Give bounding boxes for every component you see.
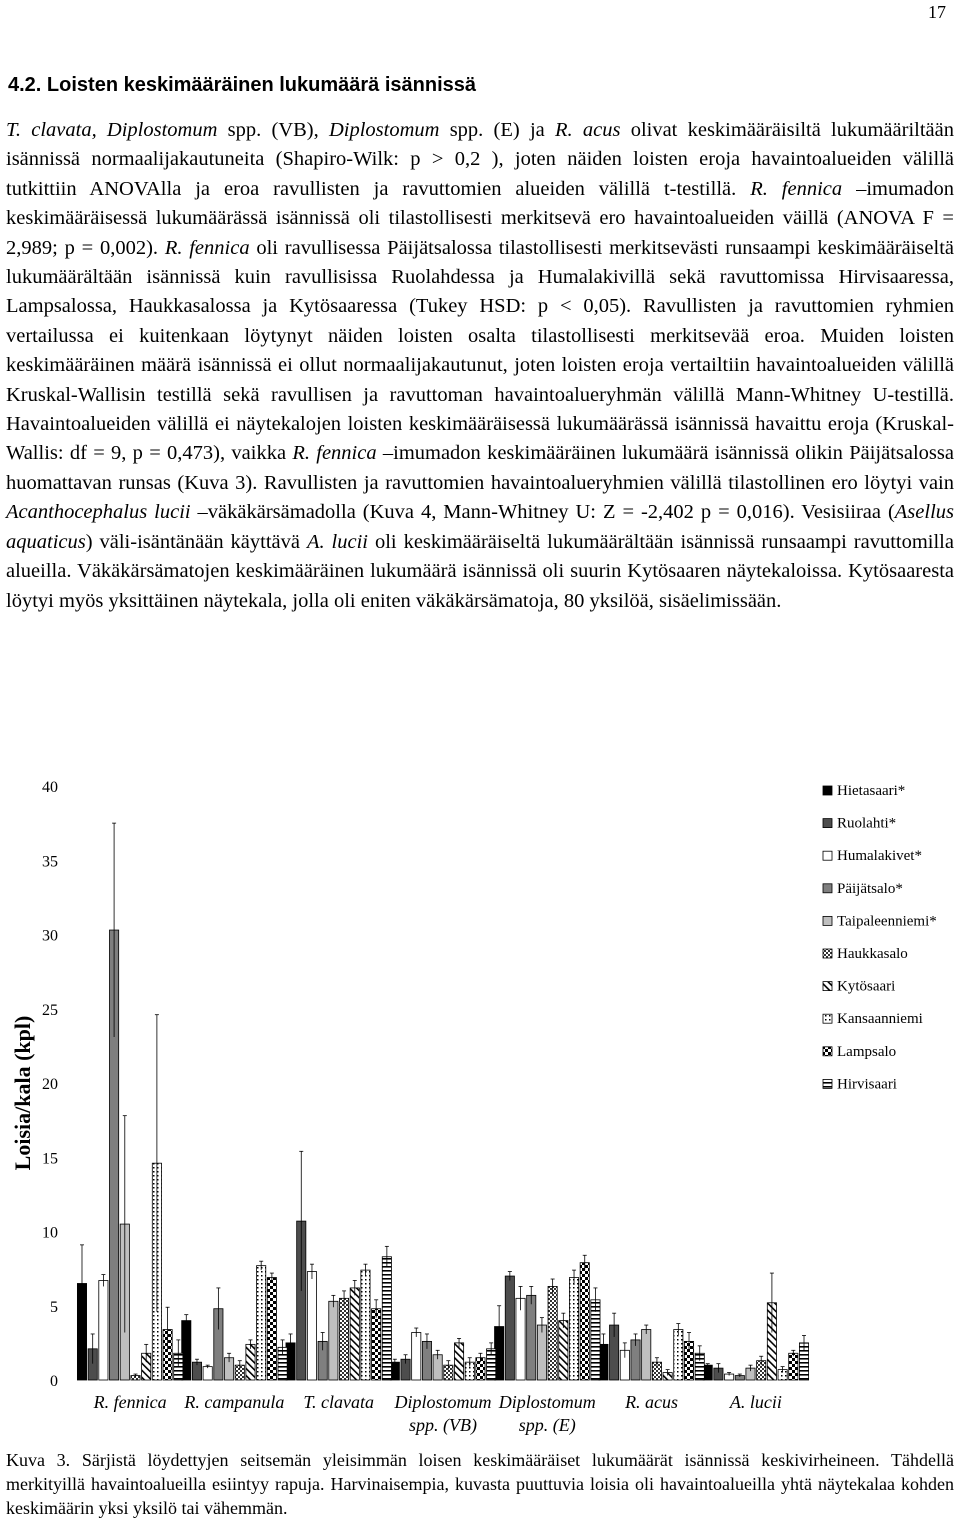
x-category-label: Diplostomum — [394, 1392, 492, 1412]
text-italic: R. fennica — [750, 177, 843, 200]
bar — [527, 1295, 536, 1380]
text-run: –väkäkärsämadolla (Kuva 4, Mann-Whitney U: Z = -2,402 p = 0,016). Vesisiiraa ( — [190, 501, 895, 524]
text-run: –imumadon keskimääräisessä lukumäärässä isännissä oli tilastollisesti merkitsevä ero havaintoalueiden väillä (ANOVA F = 2,989; p = 0,002). — [6, 177, 955, 259]
bar — [505, 1276, 514, 1380]
bar — [548, 1286, 557, 1380]
legend-label: Taipaleenniemi* — [837, 913, 937, 930]
text-run: spp. (VB), — [217, 119, 329, 141]
y-tick-label: 0 — [50, 1373, 58, 1390]
bar — [642, 1330, 651, 1380]
bar-chart-svg — [0, 770, 960, 1450]
bar — [329, 1301, 338, 1380]
bar — [339, 1298, 348, 1380]
x-category-label: T. clavata — [303, 1392, 375, 1412]
text-run: olivat keskimääräisiltä lukumääriltään isännissä normaalijakautuneita (Shapiro-Wilk: p > 0,2 ), joten näiden loisten eroja havaintoalueiden välillä tutkittiin ANOVAlla ja eroa ravullisten ja ravuttomien alueiden välillä t-testillä. — [6, 119, 954, 200]
bar — [559, 1321, 568, 1380]
legend-swatch — [823, 982, 832, 991]
legend-swatch — [823, 819, 832, 828]
text-italic: A. lucii — [306, 530, 368, 553]
legend-label: Kytösaari — [837, 978, 896, 995]
bar — [382, 1257, 391, 1380]
text-run: –imumadon keskimääräinen lukumäärä isännissä olikin Päijätsalossa huomattavan runsas (Kuva 3). Ravullisten ja ravuttomien havaintoalueryhmien välillä tilastollinen ero löytyi vain — [6, 442, 954, 494]
legend-label: Lampsalo — [837, 1043, 897, 1060]
y-tick-label: 40 — [42, 779, 58, 796]
bar — [516, 1298, 525, 1380]
legend-label: Hietasaari* — [837, 783, 906, 799]
legend-label: Humalakivet* — [837, 848, 922, 865]
y-tick-label: 10 — [42, 1224, 58, 1242]
legend-label: Kansaanniemi — [837, 1011, 923, 1028]
x-category-label: R. acus — [625, 1392, 679, 1412]
y-tick-label: 30 — [42, 927, 58, 945]
legend-swatch — [823, 1047, 832, 1056]
bar — [674, 1330, 683, 1380]
text-run: oli keskimääräiseltä lukumäärältään isännissä runsaampi ravuttomilla alueilla. Väkäkärsämatojen keskimääräinen lukumäärä isännissä oli suurin Kytösaaren näytekaloissa. Kytösaaresta löytyi myös yksittäinen näytekala, jolla oli eniten väkäkärsämatoja, 80 yksilöä, sisäelimissään. — [6, 530, 954, 612]
legend-swatch — [823, 786, 832, 795]
bar — [257, 1266, 266, 1380]
legend-label: Ruolahti* — [837, 815, 897, 832]
y-tick-label: 5 — [50, 1298, 58, 1316]
bar — [412, 1332, 421, 1380]
y-tick-label: 25 — [42, 1001, 58, 1019]
legend-swatch — [823, 851, 832, 860]
page-number: 17 — [928, 2, 946, 22]
legend-label: Haukkasalo — [837, 946, 908, 962]
bar — [203, 1367, 212, 1380]
x-category-label: spp. (VB) — [409, 1415, 477, 1435]
bar — [569, 1278, 578, 1380]
bar — [267, 1278, 276, 1380]
bar — [580, 1263, 589, 1380]
bar — [372, 1309, 381, 1380]
x-category-label: R. fennica — [93, 1392, 167, 1412]
legend-swatch — [823, 884, 832, 893]
legend-label: Päijätsalo* — [837, 880, 903, 897]
text-run: oli ravullisessa Päijätsalossa tilastollisesti merkitsevästi runsaampi keskimääräiseltä lukumäärältään isännissä kuin ravullisissa Ruolahdessa ja Humalakivillä sekä ravuttomissa Hirvisaaressa, Lampsalossa, Haukkasalossa ja Kytösaaressa (Tukey HSD: p < 0,05). Ravullisten ja ravuttomien ryhmien vertailussa ei kuitenkaan löytynyt näiden loisten osalta tilastollisesti merkitsevää eroa. Muiden loisten keskimääräinen määrä isännissä ei ollut normaalijakautunut, joten loisten eroja vertailtiin havaintoalueiden välillä Kruskal-Wallisin testillä sekä ravullisen ja ravuttoman havaintoalueryhmän välillä Mann-Whitney U-testillä. Havaintoalueiden välillä ei näytekalojen loisten keskimääräisessä lukumäärässä isännissä havaittu eroja (Kruskal-Wallis: df = 9, p = 0,473), vaikka — [6, 236, 954, 465]
text-italic: Asellus aquaticus — [6, 501, 954, 553]
legend-swatch — [823, 1014, 832, 1023]
text-italic: R. fennica — [292, 442, 377, 465]
legend-swatch — [823, 949, 832, 958]
figure-caption: Kuva 3. Särjistä löydettyjen seitsemän yleisimmän loisen keskimääräiset lukumäärät isännissä keskivirheineen. Tähdellä merkityillä havaintoalueilla esiintyy rapuja. Harvinaisempia, kuvasta puuttuvia loisia oli havaintoalueilla yhtä näytekalaa kohden keskimäärin yksi yksilö tai vähemmän. — [6, 1450, 954, 1518]
bar-chart — [0, 770, 960, 1450]
x-category-label: A. lucii — [729, 1392, 782, 1412]
y-tick-label: 20 — [42, 1076, 58, 1093]
x-category-label: Diplostomum — [498, 1392, 596, 1412]
bar — [631, 1340, 640, 1380]
bar — [454, 1343, 463, 1380]
y-axis-label: Loisia/kala (kpl) — [10, 1015, 35, 1171]
x-category-label: R. campanula — [184, 1392, 285, 1412]
y-tick-label: 15 — [42, 1150, 58, 1168]
bar — [789, 1353, 798, 1380]
legend-label: Hirvisaari — [837, 1076, 897, 1093]
legend-swatch — [823, 1079, 832, 1088]
section-heading: 4.2. Loisten keskimääräinen lukumäärä isännissä — [8, 74, 477, 96]
bar — [99, 1281, 108, 1380]
bar — [307, 1272, 316, 1380]
text-italic: Diplostomum — [328, 119, 440, 141]
bar — [537, 1325, 546, 1380]
body-paragraph — [6, 116, 954, 616]
bar — [591, 1300, 600, 1380]
bar — [350, 1288, 359, 1380]
text-italic: R. acus — [554, 119, 621, 141]
y-tick-label: 35 — [42, 853, 58, 871]
x-category-label: spp. (E) — [518, 1415, 576, 1435]
text-run: spp. (E) ja — [439, 119, 555, 141]
text-italic: T. clavata, Diplostomum — [6, 119, 218, 141]
bar — [246, 1344, 255, 1380]
text-run: ) väli-isäntänään käyttävä — [85, 530, 307, 553]
bar — [361, 1270, 370, 1380]
text-italic: Acanthocephalus lucii — [6, 501, 191, 524]
text-italic: R. fennica — [164, 236, 250, 259]
legend-swatch — [823, 916, 832, 925]
